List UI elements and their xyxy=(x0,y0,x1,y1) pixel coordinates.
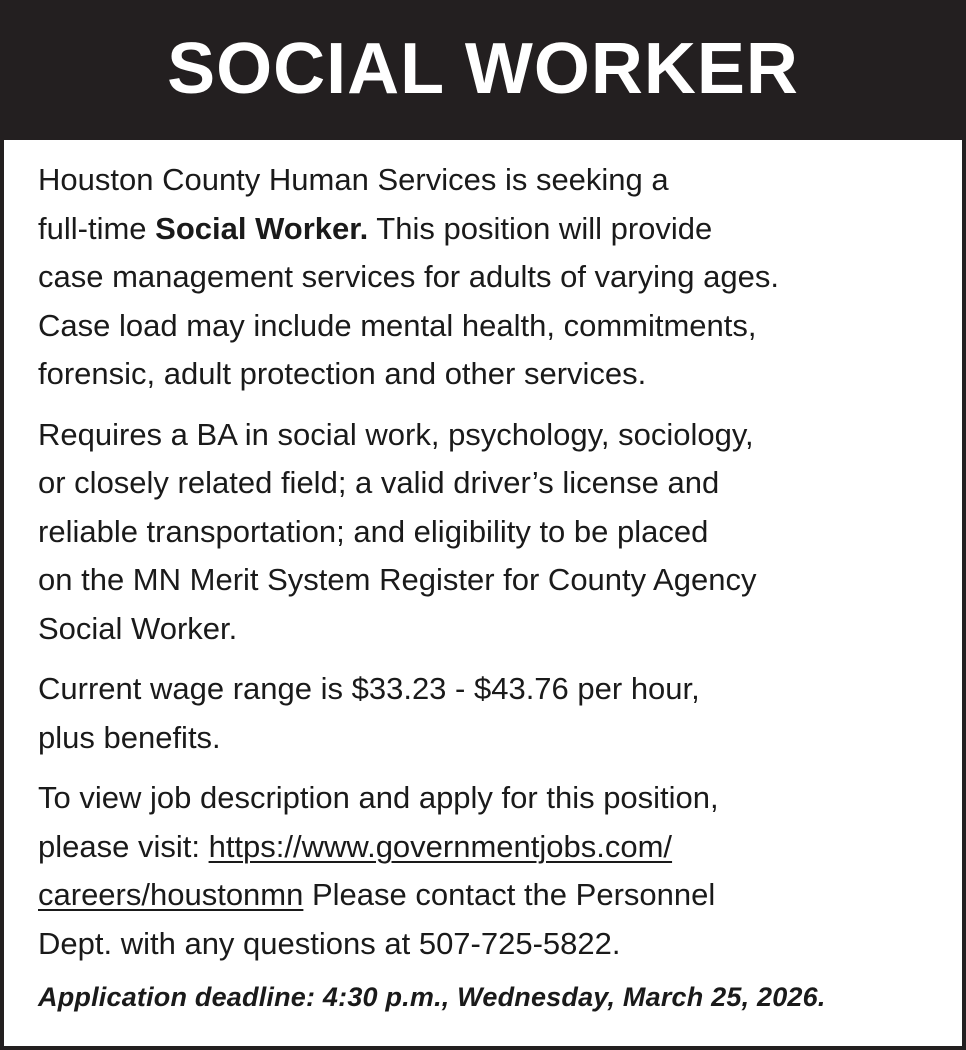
requirements-line-4: on the MN Merit System Register for County Agency xyxy=(38,562,757,597)
requirements-line-5: Social Worker. xyxy=(38,610,238,646)
intro-line-2-post: This position will provide xyxy=(368,210,713,246)
intro-line-5: forensic, adult protection and other services. xyxy=(38,356,647,391)
page-title: SOCIAL WORKER xyxy=(167,29,799,109)
wage-line-1: Current wage range is $33.23 - $43.76 per hour, xyxy=(38,671,700,706)
wage-paragraph xyxy=(38,665,928,762)
ad-body xyxy=(38,156,928,980)
requirements-paragraph xyxy=(38,411,928,654)
application-link-part-1[interactable]: https://www.governmentjobs.com/ xyxy=(208,828,673,864)
position-title-bold: Social Worker. xyxy=(155,210,369,246)
intro-paragraph xyxy=(38,156,928,399)
application-link-part-2[interactable]: careers/houstonmn xyxy=(38,877,304,912)
intro-line-2 xyxy=(38,205,928,254)
apply-line-4: Dept. with any questions at 507-725-5822. xyxy=(38,925,621,961)
requirements-line-2: or closely related field; a valid driver’s license and xyxy=(38,465,720,500)
intro-line-4: Case load may include mental health, commitments, xyxy=(38,307,757,343)
application-deadline: Application deadline: 4:30 p.m., Wednesday, March 25, 2026. xyxy=(38,982,826,1012)
requirements-line-1: Requires a BA in social work, psychology, sociology, xyxy=(38,416,754,452)
apply-line-2-pre: please visit: xyxy=(38,828,209,864)
apply-line-2 xyxy=(38,823,928,872)
apply-line-3-post: Please contact the Personnel xyxy=(303,877,716,912)
header-bar xyxy=(4,4,962,140)
apply-line-3 xyxy=(38,871,928,920)
intro-line-2-pre: full-time xyxy=(38,210,156,246)
requirements-line-3: reliable transportation; and eligibility to be placed xyxy=(38,513,709,549)
intro-line-1: Houston County Human Services is seeking a xyxy=(38,162,669,197)
wage-line-2: plus benefits. xyxy=(38,719,221,755)
apply-paragraph xyxy=(38,774,928,968)
intro-line-3: case management services for adults of varying ages. xyxy=(38,259,779,294)
apply-line-1: To view job description and apply for this position, xyxy=(38,780,719,815)
